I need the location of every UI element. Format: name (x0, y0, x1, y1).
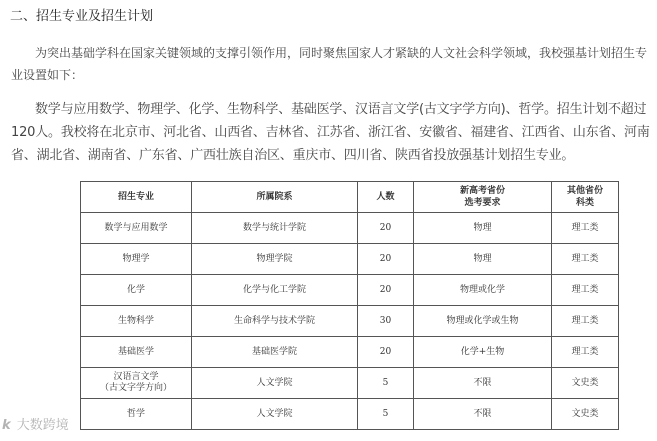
cell-category: 理工类 (552, 213, 619, 244)
header-other-provinces (552, 182, 619, 213)
cell-category: 理工类 (552, 244, 619, 275)
cell-major: 化学 (81, 275, 192, 306)
watermark (2, 416, 69, 436)
cell-major: 哲学 (81, 399, 192, 430)
table-row (81, 368, 619, 399)
cell-major: 数学与应用数学 (81, 213, 192, 244)
header-department: 所属院系 (192, 182, 358, 213)
cell-major: 生物科学 (81, 306, 192, 337)
header-new-gaokao-line1: 新高考省份 (459, 186, 505, 196)
table-row (81, 399, 619, 430)
cell-count: 5 (358, 368, 414, 399)
table-row (81, 337, 619, 368)
cell-department: 基础医学院 (192, 337, 358, 368)
cell-requirement: 不限 (414, 399, 552, 430)
cell-department: 物理学院 (192, 244, 358, 275)
cell-count: 20 (358, 213, 414, 244)
table-row (81, 244, 619, 275)
cell-requirement: 物理 (414, 213, 552, 244)
watermark-logo: k (2, 418, 11, 433)
table-header-row (81, 182, 619, 213)
cell-count: 30 (358, 306, 414, 337)
header-major: 招生专业 (81, 182, 192, 213)
cell-department: 数学与统计学院 (192, 213, 358, 244)
header-other-line2: 科类 (575, 198, 594, 208)
table-row (81, 213, 619, 244)
section-title: 二、招生专业及招生计划 (10, 9, 154, 24)
cell-category: 文史类 (552, 399, 619, 430)
cell-major: 基础医学 (81, 337, 192, 368)
cell-count: 20 (358, 275, 414, 306)
cell-major-line1: 汉语言文学 (113, 372, 159, 382)
cell-category: 理工类 (552, 306, 619, 337)
cell-department: 化学与化工学院 (192, 275, 358, 306)
cell-major-line2: （古文字学方向） (99, 383, 172, 393)
cell-requirement: 物理或化学或生物 (414, 306, 552, 337)
header-count: 人数 (358, 182, 414, 213)
header-new-gaokao-line2: 选考要求 (464, 198, 501, 208)
cell-requirement: 物理或化学 (414, 275, 552, 306)
cell-requirement: 化学+生物 (414, 337, 552, 368)
header-new-gaokao (414, 182, 552, 213)
cell-category: 理工类 (552, 337, 619, 368)
cell-department: 生命科学与技术学院 (192, 306, 358, 337)
cell-department: 人文学院 (192, 399, 358, 430)
cell-requirement: 不限 (414, 368, 552, 399)
header-other-line1: 其他省份 (566, 186, 603, 196)
cell-major: 物理学 (81, 244, 192, 275)
cell-requirement: 物理 (414, 244, 552, 275)
watermark-text: 大数跨境 (16, 418, 69, 433)
cell-department: 人文学院 (192, 368, 358, 399)
cell-category: 文史类 (552, 368, 619, 399)
cell-category: 理工类 (552, 275, 619, 306)
table-row (81, 306, 619, 337)
plan-paragraph: 数学与应用数学、物理学、化学、生物科学、基础医学、汉语言文学(古文字学方向)、哲学。招生计划不超过120人。我校将在北京市、河北省、山西省、吉林省、江苏省、浙江省、安徽省、福建省、江西省、山东省、河南省、湖北省、湖南省、广东省、广西壮族自治区、重庆市、四川省、陕西省投放强基计划招生专业。 (11, 102, 650, 163)
cell-count: 20 (358, 337, 414, 368)
cell-count: 20 (358, 244, 414, 275)
table-row (81, 275, 619, 306)
intro-paragraph: 为突出基础学科在国家关键领域的支撑引领作用，同时聚焦国家人才紧缺的人文社会科学领域，我校强基计划招生专业设置如下： (11, 46, 648, 82)
cell-count: 5 (358, 399, 414, 430)
enrollment-plan-table (80, 181, 619, 430)
cell-major (81, 368, 192, 399)
